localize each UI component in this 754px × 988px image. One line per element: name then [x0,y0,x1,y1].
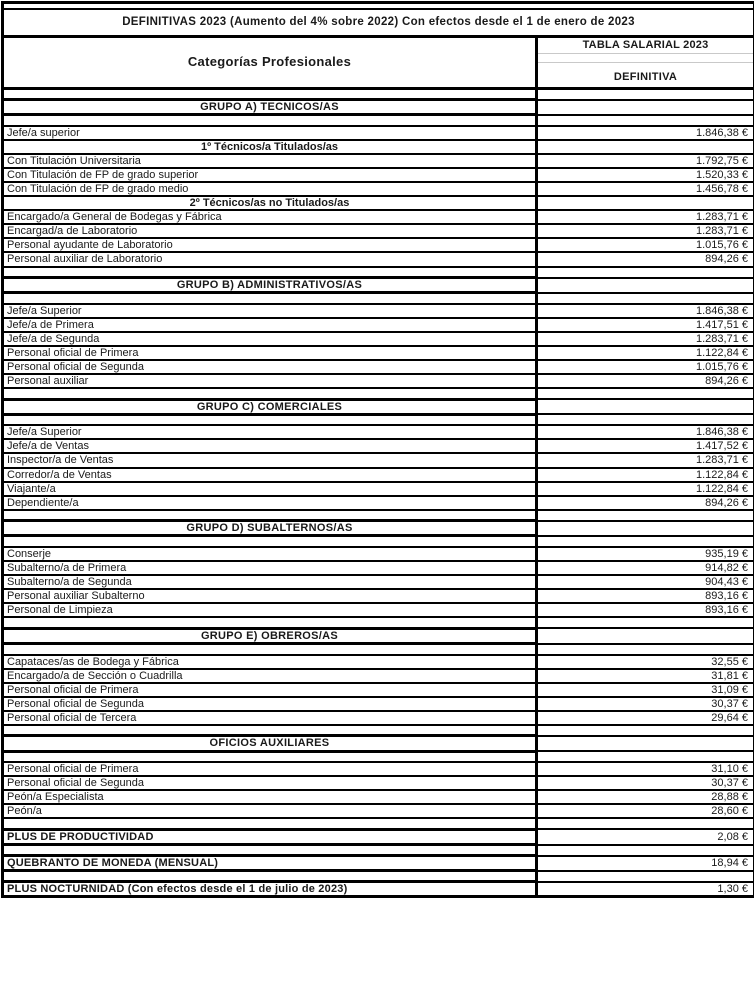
plus-row [3,856,754,871]
salary-cell [537,725,754,736]
category-cell: QUEBRANTO DE MONEDA (MENSUAL) [3,856,537,871]
category-cell: Capataces/as de Bodega y Fábrica [3,655,537,669]
category-cell: PLUS NOCTURNIDAD (Con efectos desde el 1 de julio de 2023) [3,882,537,897]
category-cell: GRUPO C) COMERCIALES [3,399,537,414]
salary-cell: 1.015,76 € [537,360,754,374]
blank-row [3,751,754,762]
table-row [3,804,754,818]
salary-cell [537,196,754,210]
category-cell [3,751,537,762]
table-row [3,439,754,453]
salary-cell [537,521,754,536]
category-cell: Encargado/a de Sección o Cuadrilla [3,669,537,683]
salary-cell: 2,08 € [537,829,754,844]
table-row [3,655,754,669]
table-row [3,168,754,182]
plus-row [3,882,754,897]
table-row [3,697,754,711]
table-row [3,425,754,439]
salary-cell: 31,81 € [537,669,754,683]
category-cell: Subalterno/a de Primera [3,561,537,575]
table-row [3,482,754,496]
table-row [3,468,754,482]
salary-cell: 893,16 € [537,603,754,617]
salary-cell: 30,37 € [537,697,754,711]
category-cell: Conserje [3,547,537,561]
category-cell: Personal oficial de Segunda [3,360,537,374]
blank-row [3,725,754,736]
category-cell: Personal oficial de Primera [3,683,537,697]
salary-cell [537,736,754,751]
blank-row [3,115,754,126]
blank-row [3,845,754,856]
table-row [3,603,754,617]
salary-cell: 31,10 € [537,762,754,776]
category-cell: Jefe/a de Segunda [3,332,537,346]
category-cell [3,388,537,399]
salary-cell: 1,30 € [537,882,754,897]
group-row [3,100,754,115]
salary-cell: 1.792,75 € [537,154,754,168]
blank-row [3,89,754,100]
table-row [3,224,754,238]
table-row [3,711,754,725]
category-cell: Con Titulación Universitaria [3,154,537,168]
salary-cell: 32,55 € [537,655,754,669]
category-cell: GRUPO D) SUBALTERNOS/AS [3,521,537,536]
category-cell: Personal oficial de Segunda [3,697,537,711]
category-cell: Encargado/a General de Bodegas y Fábrica [3,210,537,224]
salary-cell [537,751,754,762]
category-cell [3,293,537,304]
salary-cell [537,89,754,100]
salary-cell: 31,09 € [537,683,754,697]
salary-cell: 935,19 € [537,547,754,561]
title-row [3,9,754,37]
salary-cell [537,115,754,126]
table-row [3,304,754,318]
table-row [3,360,754,374]
category-cell [3,845,537,856]
category-cell: Dependiente/a [3,496,537,510]
category-cell: Peón/a Especialista [3,790,537,804]
table-row [3,561,754,575]
table-row [3,683,754,697]
category-cell: Personal oficial de Primera [3,762,537,776]
salary-cell: 1.283,71 € [537,332,754,346]
group-row [3,736,754,751]
salary-cell: 28,60 € [537,804,754,818]
table-row [3,589,754,603]
salary-cell: 1.283,71 € [537,210,754,224]
table-row [3,547,754,561]
salary-table [1,1,754,898]
column-header-row [3,37,754,89]
category-cell: Personal oficial de Primera [3,346,537,360]
category-cell: Personal oficial de Segunda [3,776,537,790]
salary-cell: 29,64 € [537,711,754,725]
category-cell: Peón/a [3,804,537,818]
salary-table-body [3,89,754,897]
category-cell: Personal auxiliar [3,374,537,388]
salary-cell: 904,43 € [537,575,754,589]
salary-cell: 1.456,78 € [537,182,754,196]
group-row [3,628,754,643]
salary-column-subtitle: DEFINITIVA [613,71,678,84]
salary-cell: 1.015,76 € [537,238,754,252]
salary-cell: 1.846,38 € [537,425,754,439]
table-row [3,762,754,776]
salary-cell [537,818,754,829]
category-cell: Viajante/a [3,482,537,496]
category-cell: Corredor/a de Ventas [3,468,537,482]
salary-cell [537,278,754,293]
category-cell: Personal oficial de Tercera [3,711,537,725]
table-row [3,776,754,790]
blank-row [3,536,754,547]
salary-cell: 1.417,52 € [537,439,754,453]
table-row [3,126,754,140]
table-row [3,453,754,467]
salary-cell [537,399,754,414]
plus-row [3,829,754,844]
salary-cell [537,100,754,115]
salary-cell [537,293,754,304]
group-row [3,521,754,536]
blank-row [3,871,754,882]
table-row [3,575,754,589]
category-cell: Jefe/a Superior [3,425,537,439]
blank-row [3,510,754,521]
category-cell [3,89,537,100]
category-cell: PLUS DE PRODUCTIVIDAD [3,829,537,844]
category-cell: Personal ayudante de Laboratorio [3,238,537,252]
table-row [3,210,754,224]
group-row [3,399,754,414]
salary-cell: 1.122,84 € [537,346,754,360]
page-title: DEFINITIVAS 2023 (Aumento del 4% sobre 2022) Con efectos desde el 1 de enero de 2023 [3,9,754,37]
category-cell [3,644,537,655]
category-cell [3,818,537,829]
blank-row [3,818,754,829]
category-cell: GRUPO A) TECNICOS/AS [3,100,537,115]
salary-cell [537,140,754,154]
salary-cell: 1.122,84 € [537,468,754,482]
salary-cell: 1.846,38 € [537,126,754,140]
category-cell [3,617,537,628]
blank-row [3,293,754,304]
salary-cell: 914,82 € [537,561,754,575]
blank-row [3,644,754,655]
salary-cell: 1.122,84 € [537,482,754,496]
table-row [3,374,754,388]
category-cell: 2º Técnicos/as no Titulados/as [3,196,537,210]
salary-cell: 18,94 € [537,856,754,871]
salary-cell: 894,26 € [537,496,754,510]
salary-cell [537,414,754,425]
salary-table-head [3,3,754,89]
category-cell: Con Titulación de FP de grado medio [3,182,537,196]
category-cell: Con Titulación de FP de grado superior [3,168,537,182]
salary-cell [537,510,754,521]
salary-cell [537,388,754,399]
category-cell: 1º Técnicos/a Titulados/as [3,140,537,154]
salary-column-title: TABLA SALARIAL 2023 [538,38,753,54]
category-cell: Personal auxiliar de Laboratorio [3,252,537,266]
category-cell: Personal de Limpieza [3,603,537,617]
salary-cell: 30,37 € [537,776,754,790]
salary-cell: 893,16 € [537,589,754,603]
category-cell [3,871,537,882]
category-cell: Inspector/a de Ventas [3,453,537,467]
table-row [3,669,754,683]
table-row [3,332,754,346]
subheader-row [3,196,754,210]
category-cell [3,510,537,521]
category-cell [3,536,537,547]
blank-row [3,267,754,278]
salary-cell [537,628,754,643]
group-row [3,278,754,293]
salary-cell: 1.520,33 € [537,168,754,182]
salary-cell: 1.283,71 € [537,453,754,467]
table-row [3,252,754,266]
salary-cell: 894,26 € [537,374,754,388]
category-cell: Encargad/a de Laboratorio [3,224,537,238]
salary-cell [537,871,754,882]
salary-cell: 1.846,38 € [537,304,754,318]
category-cell: Subalterno/a de Segunda [3,575,537,589]
category-cell: GRUPO B) ADMINISTRATIVOS/AS [3,278,537,293]
table-row [3,318,754,332]
category-cell: Jefe/a superior [3,126,537,140]
category-cell: Jefe/a Superior [3,304,537,318]
category-cell: Jefe/a de Ventas [3,439,537,453]
category-cell [3,725,537,736]
blank-row [3,617,754,628]
salary-cell [537,267,754,278]
category-cell: Jefe/a de Primera [3,318,537,332]
blank-row [3,414,754,425]
salary-column-header [537,37,754,89]
table-row [3,346,754,360]
salary-cell: 1.417,51 € [537,318,754,332]
category-cell [3,267,537,278]
salary-cell: 28,88 € [537,790,754,804]
table-row [3,790,754,804]
categories-column-header: Categorías Profesionales [3,37,537,89]
salary-header-gap [538,54,753,63]
salary-cell: 894,26 € [537,252,754,266]
table-row [3,496,754,510]
table-row [3,182,754,196]
category-cell [3,414,537,425]
category-cell: OFICIOS AUXILIARES [3,736,537,751]
category-cell [3,115,537,126]
category-cell: GRUPO E) OBREROS/AS [3,628,537,643]
category-cell: Personal auxiliar Subalterno [3,589,537,603]
salary-cell: 1.283,71 € [537,224,754,238]
salary-cell [537,644,754,655]
salary-cell [537,845,754,856]
salary-cell [537,536,754,547]
subheader-row [3,140,754,154]
blank-row [3,388,754,399]
salary-cell [537,617,754,628]
table-row [3,154,754,168]
table-row [3,238,754,252]
